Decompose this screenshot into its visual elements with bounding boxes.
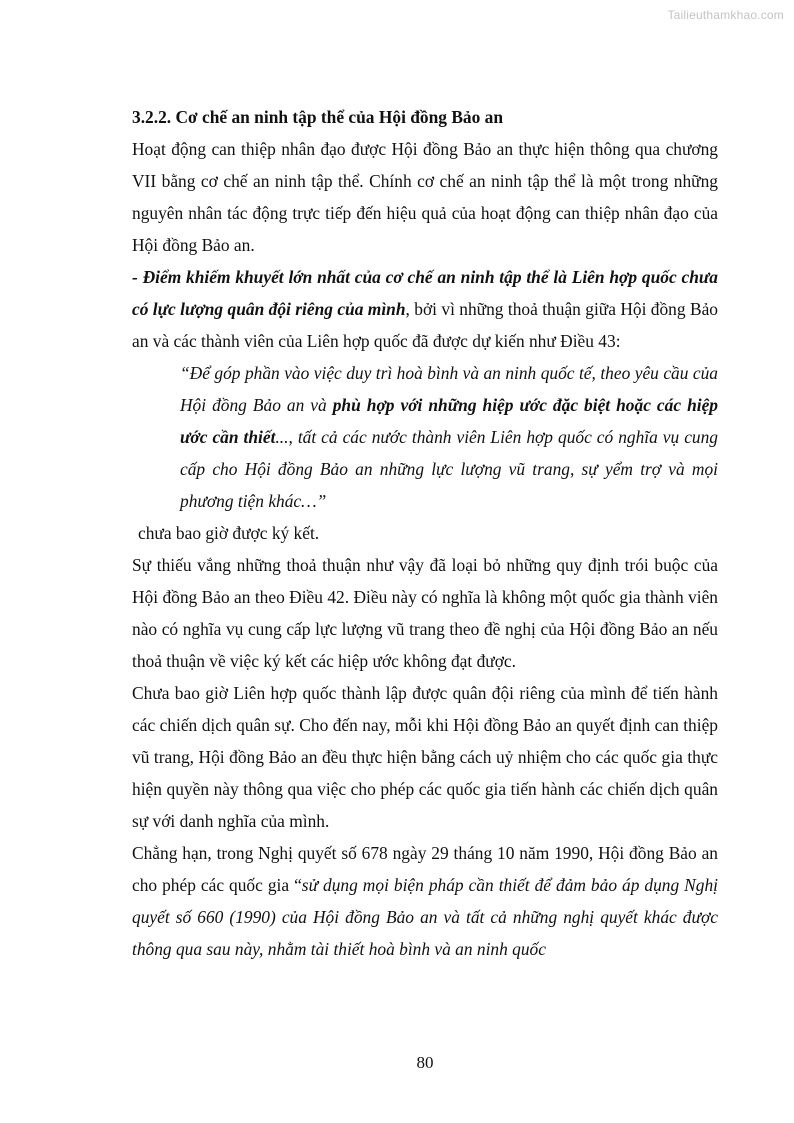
document-body [132,101,718,965]
page-number: 80 [416,1053,434,1072]
after-quote-text: chưa bao giờ được ký kết. [138,523,320,543]
quote-part-b: ..., tất cả các nước thành viên Liên hợp quốc có nghĩa vụ cung cấp cho Hội đồng Bảo an những lực lượng vũ trang, sự yểm trợ và mọi phương tiện khác…” [180,427,719,511]
paragraph-2 [132,261,718,357]
quote-emphasis: phù hợp với những hiệp ước đặc biệt hoặc các hiệp ước cần thiết [180,395,718,447]
paragraph-2-rest: , bởi vì những thoả thuận giữa Hội đồng Bảo an và các thành viên của Liên hợp quốc đã được dự kiến như Điều 43: [132,299,718,351]
paragraph-3: Sự thiếu vắng những thoả thuận như vậy đã loại bỏ những quy định trói buộc của Hội đồng Bảo an theo Điều 42. Điều này có nghĩa là không một quốc gia thành viên nào có nghĩa vụ cung cấp lực lượng vũ trang theo đề nghị của Hội đồng Bảo an nếu thoả thuận về việc ký kết các hiệp ước không đạt được. [132,555,718,671]
quote-part-a: “Để góp phần vào việc duy trì hoà bình và an ninh quốc tế, theo yêu cầu của Hội đồng Bảo an và [180,363,718,415]
paragraph-1: Hoạt động can thiệp nhân đạo được Hội đồng Bảo an thực hiện thông qua chương VII bằng cơ chế an ninh tập thể. Chính cơ chế an ninh tập thể là một trong những nguyên nhân tác động trực tiếp đến hiệu quả của hoạt động can thiệp nhân đạo của Hội đồng Bảo an. [132,139,718,255]
paragraph-5 [132,837,718,965]
paragraph-4: Chưa bao giờ Liên hợp quốc thành lập được quân đội riêng của mình để tiến hành các chiến dịch quân sự. Cho đến nay, mỗi khi Hội đồng Bảo an quyết định can thiệp vũ trang, Hội đồng Bảo an đều thực hiện bằng cách uỷ nhiệm cho các quốc gia thực hiện quyền này thông qua việc cho phép các quốc gia tiến hành các chiến dịch quân sự với danh nghĩa của mình. [132,683,718,831]
section-heading: 3.2.2. Cơ chế an ninh tập thể của Hội đồng Bảo an [132,107,504,127]
watermark: Tailieuthamkhao.com [667,8,784,22]
paragraph-5-text: Chẳng hạn, trong Nghị quyết số 678 ngày 29 tháng 10 năm 1990, Hội đồng Bảo an cho phép các quốc gia “ [132,843,718,895]
paragraph-2-emphasis: - Điểm khiếm khuyết lớn nhất của cơ chế an ninh tập thể là Liên hợp quốc chưa có lực lượng quân đội riêng của mình [132,267,718,319]
article-43-quote [180,357,718,517]
paragraph-5-quote: sử dụng mọi biện pháp cần thiết để đảm bảo áp dụng Nghị quyết số 660 (1990) của Hội đồng Bảo an và tất cả những nghị quyết khác được thông qua sau này, nhằm tài thiết hoà bình và an ninh quốc [132,875,718,959]
